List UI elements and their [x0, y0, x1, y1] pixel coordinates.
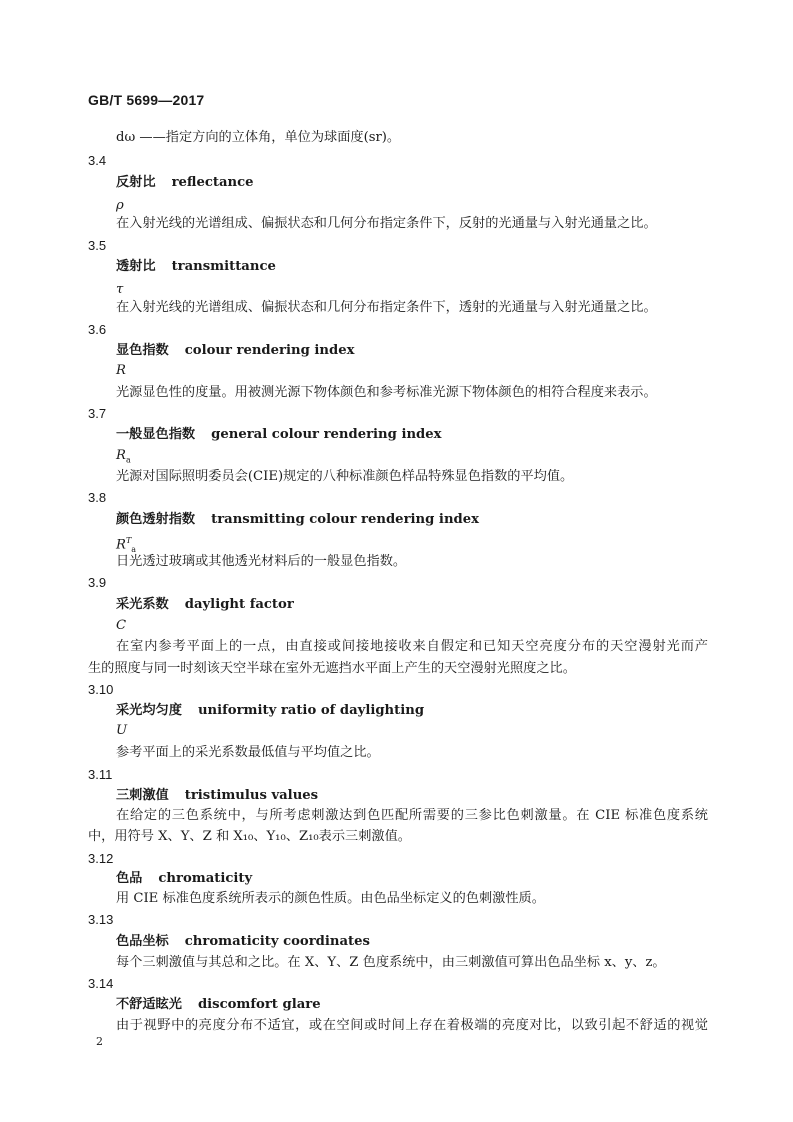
intro-line: dω ——指定方向的立体角，单位为球面度(sr)。: [116, 130, 401, 145]
clause-number: 3.4: [88, 153, 107, 168]
symbol-main: R: [116, 448, 126, 463]
term-definition: 在室内参考平面上的一点，由直接或间接地接收来自假定和已知天空亮度分布的天空漫射光而产: [116, 639, 708, 654]
term-heading: [116, 425, 708, 445]
term-heading: [116, 701, 708, 721]
term-definition: 在入射光线的光谱组成、偏振状态和几何分布指定条件下，反射的光通量与入射光通量之比。: [116, 216, 657, 231]
page-number: 2: [96, 1035, 103, 1048]
term-heading: [116, 869, 708, 889]
term-en: colour rendering index: [184, 343, 355, 358]
symbol-main: R: [116, 537, 126, 553]
term-heading: [116, 786, 708, 806]
term-en: uniformity ratio of daylighting: [197, 703, 425, 718]
term-en: reflectance: [171, 175, 254, 190]
term-en: chromaticity coordinates: [184, 934, 370, 949]
term-cn: 采光均匀度: [116, 703, 182, 718]
term-definition: 每个三刺激值与其总和之比。在 X、Y、Z 色度系统中，由三刺激值可算出色品坐标 x、y、z。: [116, 955, 666, 970]
term-definition: 光源对国际照明委员会(CIE)规定的八种标准颜色样品特殊显色指数的平均值。: [116, 469, 574, 484]
term-en: transmitting colour rendering index: [211, 512, 480, 527]
term-heading: [116, 173, 708, 193]
term-heading: [116, 995, 708, 1015]
term-cn: 三刺激值: [116, 788, 169, 803]
term-cn: 反射比: [116, 175, 156, 190]
term-cn: 颜色透射指数: [116, 512, 196, 527]
term-cn: 显色指数: [116, 343, 169, 358]
term-heading: [116, 932, 708, 952]
clause-number: 3.12: [88, 851, 114, 866]
term-heading: [116, 510, 708, 530]
term-definition-continued: 生的照度与同一时刻该天空半球在室外无遮挡水平面上产生的天空漫射光照度之比。: [88, 661, 576, 676]
term-heading: [116, 341, 708, 361]
term-cn: 一般显色指数: [116, 427, 196, 442]
clause-number: 3.13: [88, 912, 114, 927]
term-en: discomfort glare: [197, 997, 321, 1012]
term-symbol: C: [116, 618, 127, 633]
term-definition: 光源显色性的度量。用被测光源下物体颜色和参考标准光源下物体颜色的相符合程度来表示。: [116, 385, 657, 400]
term-symbol: ρ: [116, 198, 124, 213]
term-heading: [116, 595, 708, 615]
term-definition: 在给定的三色系统中，与所考虑刺激达到色匹配所需要的三参比色刺激量。在 CIE 标准色度系统: [116, 808, 708, 823]
symbol-subscript: a: [125, 455, 131, 465]
term-en: tristimulus values: [184, 788, 319, 803]
clause-number: 3.14: [88, 976, 114, 991]
term-cn: 色品: [116, 871, 143, 886]
clause-number: 3.9: [88, 575, 107, 590]
term-heading: [116, 257, 708, 277]
clause-number: 3.6: [88, 322, 107, 337]
symbol-subscript: a: [131, 545, 137, 555]
term-en: transmittance: [171, 259, 276, 274]
term-definition: 日光透过玻璃或其他透光材料后的一般显色指数。: [116, 554, 407, 569]
clause-number: 3.5: [88, 238, 107, 253]
clause-number: 3.7: [88, 406, 107, 421]
term-symbol: U: [116, 723, 128, 738]
standard-number-header: GB/T 5699—2017: [88, 92, 205, 108]
term-cn: 色品坐标: [116, 934, 169, 949]
term-definition-continued: 中，用符号 X、Y、Z 和 X₁₀、Y₁₀、Z₁₀表示三刺激值。: [88, 829, 411, 844]
term-definition: 用 CIE 标准色度系统所表示的颜色性质。由色品坐标定义的色刺激性质。: [116, 891, 545, 906]
clause-number: 3.8: [88, 490, 107, 505]
term-definition: 参考平面上的采光系数最低值与平均值之比。: [116, 745, 380, 760]
term-symbol: τ: [116, 282, 124, 297]
term-cn: 透射比: [116, 259, 156, 274]
term-en: daylight factor: [184, 597, 294, 612]
symbol-superscript: T: [125, 536, 132, 545]
term-definition: 由于视野中的亮度分布不适宜，或在空间或时间上存在着极端的亮度对比，以致引起不舒适的视觉: [116, 1018, 708, 1033]
term-en: chromaticity: [158, 871, 253, 886]
term-definition: 在入射光线的光谱组成、偏振状态和几何分布指定条件下，透射的光通量与入射光通量之比。: [116, 300, 657, 315]
term-cn: 不舒适眩光: [116, 997, 182, 1012]
clause-number: 3.11: [88, 767, 113, 782]
clause-number: 3.10: [88, 682, 114, 697]
term-symbol: R: [116, 363, 126, 378]
term-en: general colour rendering index: [211, 427, 442, 442]
term-cn: 采光系数: [116, 597, 169, 612]
